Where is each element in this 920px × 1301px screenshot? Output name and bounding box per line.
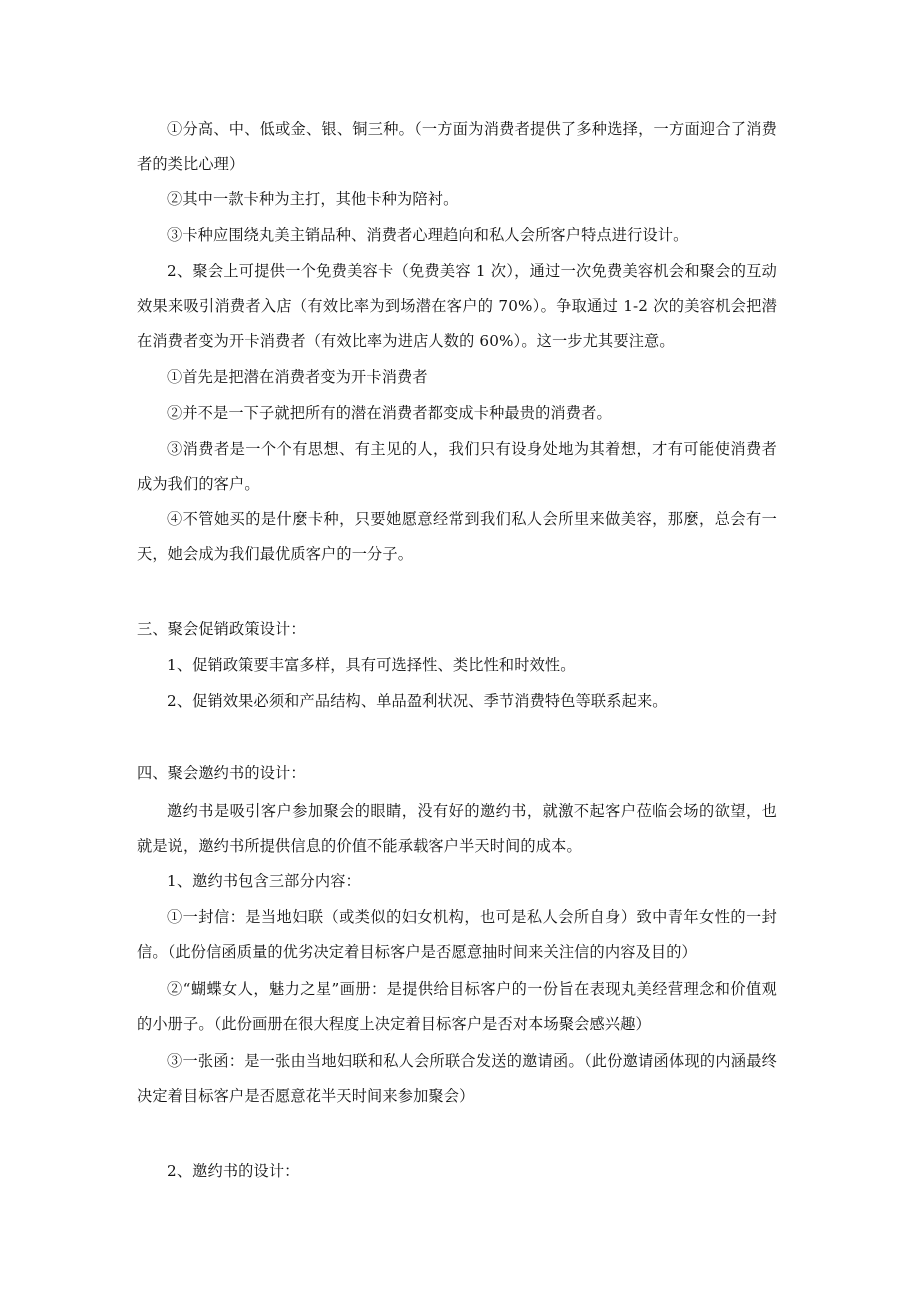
paragraph-regular-customer: ④不管她买的是什麼卡种，只要她愿意经常到我们私人会所里来做美容，那麼，总会有一天，她会成为我们最优质客户的一分子。 [137, 510, 777, 563]
heading-invitation-design: 四、聚会邀约书的设计： [137, 764, 306, 782]
paragraph-card-tiers: ①分高、中、低或金、银、铜三种。（一方面为消费者提供了多种选择，一方面迎合了消费者的类比心理） [137, 120, 777, 173]
paragraph-not-all-at-once: ②并不是一下子就把所有的潜在消费者都变成卡种最贵的消费者。 [167, 404, 612, 422]
paragraph-policy-variety: 1、促销政策要丰富多样，具有可选择性、类比性和时效性。 [167, 656, 576, 674]
paragraph-consumer-thinking: ③消费者是一个个有思想、有主见的人，我们只有设身处地为其着想，才有可能使消费者成为我们的客户。 [137, 440, 777, 493]
paragraph-invitation-contents: 1、邀约书包含三部分内容： [167, 872, 361, 890]
paragraph-policy-effect: 2、促销效果必须和产品结构、单品盈利状况、季节消费特色等联系起来。 [167, 692, 668, 710]
paragraph-invitation-intro: 邀约书是吸引客户参加聚会的眼睛，没有好的邀约书，就激不起客户莅临会场的欲望，也就是说，邀约书所提供信息的价值不能承载客户半天时间的成本。 [137, 802, 777, 855]
paragraph-free-beauty-card: 2、聚会上可提供一个免费美容卡（免费美容 1 次），通过一次免费美容机会和聚会的互动效果来吸引消费者入店（有效比率为到场潜在客户的 70%）。争取通过 1-2 次的美容机会把潜在消费者变为开卡消费者（有效比率为进店人数的 60%）。这一步尤其要注意。 [137, 262, 777, 350]
paragraph-convert-first: ①首先是把潜在消费者变为开卡消费者 [167, 368, 428, 386]
heading-promotion-policy: 三、聚会促销政策设计： [137, 620, 306, 638]
paragraph-main-card: ②其中一款卡种为主打，其他卡种为陪衬。 [167, 190, 459, 208]
paragraph-invitation-card: ③一张函：是一张由当地妇联和私人会所联合发送的邀请函。（此份邀请函体现的内涵最终决定着目标客户是否愿意花半天时间来参加聚会） [137, 1052, 777, 1105]
paragraph-card-design: ③卡种应围绕丸美主销品种、消费者心理趋向和私人会所客户特点进行设计。 [167, 226, 689, 244]
paragraph-invitation-design-sub: 2、邀约书的设计： [167, 1162, 300, 1180]
paragraph-brochure: ②“蝴蝶女人，魅力之星”画册：是提供给目标客户的一份旨在表现丸美经营理念和价值观的小册子。（此份画册在很大程度上决定着目标客户是否对本场聚会感兴趣） [137, 980, 777, 1033]
paragraph-letter: ①一封信：是当地妇联（或类似的妇女机构，也可是私人会所自身）致中青年女性的一封信。（此份信函质量的优劣决定着目标客户是否愿意抽时间来关注信的内容及目的） [137, 908, 777, 961]
